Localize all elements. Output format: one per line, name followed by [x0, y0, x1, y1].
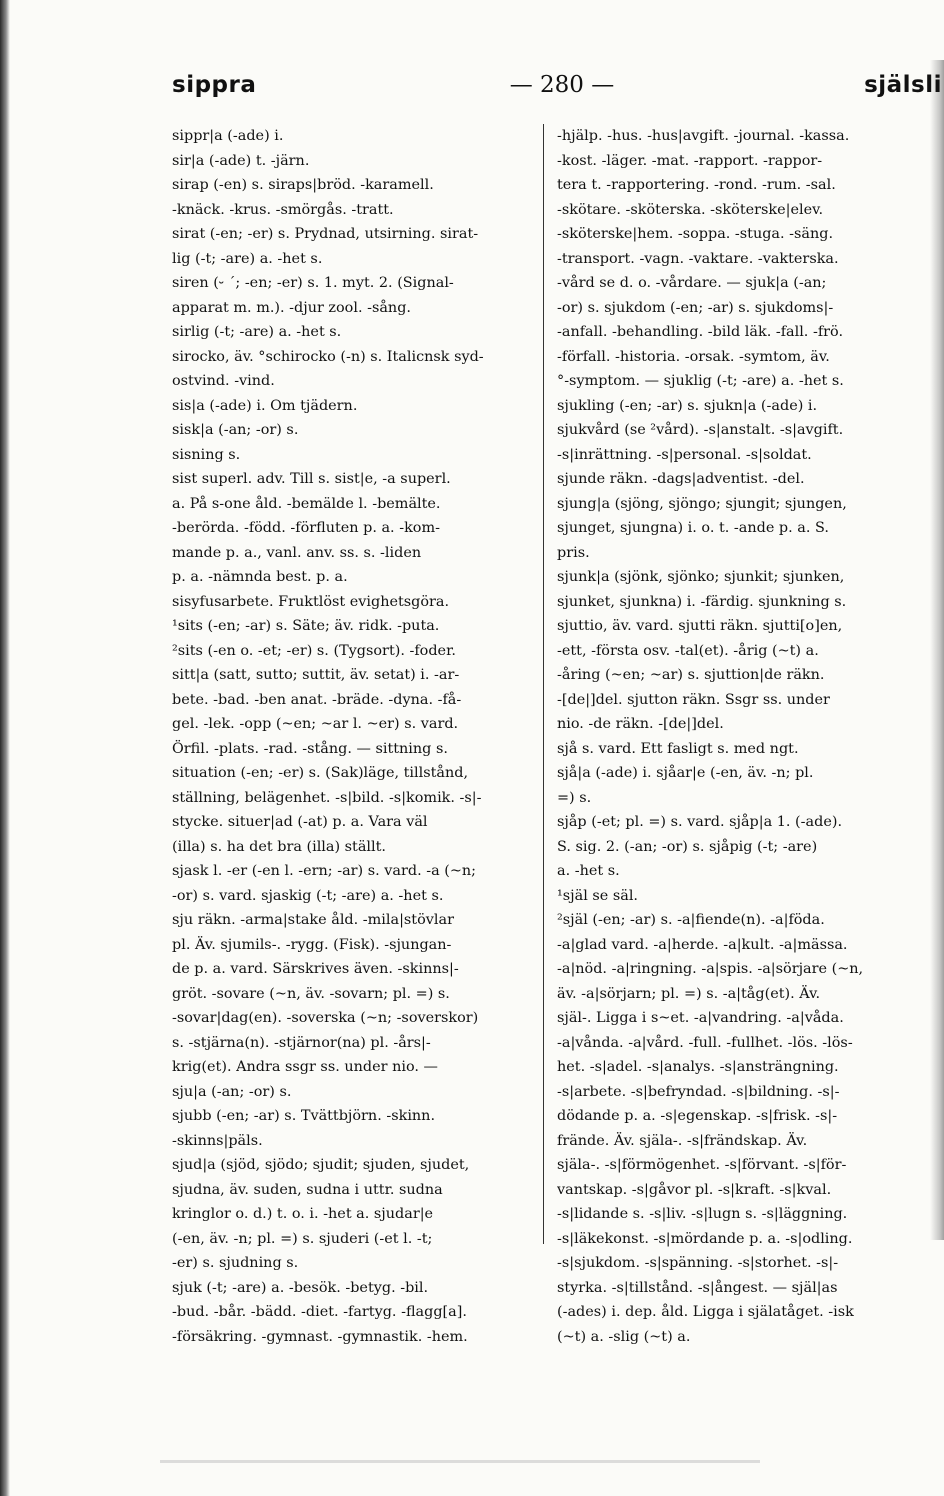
- dictionary-line: -a|glad vard. -a|herde. -a|kult. -a|mässa.: [557, 936, 848, 953]
- dictionary-line: siren (⏑ ´; -en; -er) s. 1. myt. 2. (Signal-: [172, 275, 454, 291]
- dictionary-line: sjunget, sjungna) i. o. t. -ande p. a. S.: [557, 520, 829, 536]
- dictionary-line: ¹sits (-en; -ar) s. Säte; äv. ridk. -puta.: [172, 618, 440, 634]
- dictionary-line: -knäck. -krus. -smörgås. -tratt.: [172, 201, 394, 218]
- dictionary-line: -er) s. sjudning s.: [172, 1255, 299, 1271]
- dictionary-line: sjunk|a (sjönk, sjönko; sjunkit; sjunken,: [557, 569, 845, 585]
- dictionary-line: =) s.: [557, 789, 592, 806]
- dictionary-line: ²själ (-en; -ar) s. -a|fiende(n). -a|föda.: [557, 912, 825, 928]
- page-edge-shadow: [930, 60, 944, 1240]
- dictionary-line: sju|a (-an; -or) s.: [172, 1083, 292, 1100]
- dictionary-line: sirap (-en) s. siraps|bröd. -karamell.: [172, 177, 434, 193]
- dictionary-line: vantskap. -s|gåvor pl. -s|kraft. -s|kval.: [557, 1181, 832, 1198]
- dictionary-line: lig (-t; -are) a. -het s.: [172, 250, 323, 267]
- page-number: — 280 —: [509, 72, 615, 98]
- dictionary-line: sjuttio, äv. vard. sjutti räkn. sjutti[o]en,: [557, 618, 843, 634]
- page-header: [172, 72, 942, 108]
- dictionary-line: sjukling (-en; -ar) s. sjukn|a (-ade) i.: [557, 397, 818, 414]
- running-head-left: sippra: [172, 72, 257, 98]
- dictionary-line: -förfall. -historia. -orsak. -symtom, äv.: [557, 348, 830, 365]
- dictionary-line: sisk|a (-an; -or) s.: [172, 422, 299, 438]
- dictionary-line: sjå s. vard. Ett fasligt s. med ngt.: [557, 740, 799, 757]
- dictionary-line: sju räkn. -arma|stake åld. -mila|stövlar: [172, 912, 454, 928]
- dictionary-line: -skinns|päls.: [172, 1132, 263, 1149]
- dictionary-line: -sköterske|hem. -soppa. -stuga. -säng.: [557, 226, 834, 242]
- dictionary-line: sitt|a (satt, sutto; suttit, äv. setat) i. -ar-: [172, 667, 460, 683]
- dictionary-line: sisyfusarbete. Fruktlöst evighetsgöra.: [172, 593, 450, 610]
- dictionary-line: sjuk (-t; -are) a. -besök. -betyg. -bil.: [172, 1279, 429, 1296]
- dictionary-line: krig(et). Andra ssgr ss. under nio. —: [172, 1059, 438, 1075]
- dictionary-line: -transport. -vagn. -vaktare. -vakterska.: [557, 250, 839, 267]
- dictionary-line: -s|lidande s. -s|liv. -s|lugn s. -s|läggning.: [557, 1206, 848, 1222]
- dictionary-line: -vård se d. o. -vårdare. — sjuk|a (-an;: [557, 275, 827, 291]
- dictionary-line: sjunde räkn. -dags|adventist. -del.: [557, 471, 805, 487]
- dictionary-line: sist superl. adv. Till s. sist|e, -a superl.: [172, 471, 451, 487]
- dictionary-line: själa-. -s|förmögenhet. -s|förvant. -s|för-: [557, 1157, 847, 1173]
- dictionary-line: apparat m. m.). -djur zool. -sång.: [172, 299, 411, 316]
- dictionary-line: situation (-en; -er) s. (Sak)läge, tillstånd,: [172, 765, 469, 781]
- dictionary-line: sjåp (-et; pl. =) s. vard. sjåp|a 1. (-ade).: [557, 814, 843, 830]
- dictionary-line: -ett, -första osv. -tal(et). -årig (~t) a.: [557, 642, 819, 659]
- dictionary-line: sirat (-en; -er) s. Prydnad, utsirning. sirat-: [172, 226, 479, 242]
- dictionary-line: -s|inrättning. -s|personal. -s|soldat.: [557, 446, 812, 463]
- dictionary-line: frände. Äv. själa-. -s|frändskap. Äv.: [557, 1132, 808, 1149]
- dictionary-line: sjask l. -er (-en l. -ern; -ar) s. vard. -a (~n;: [172, 863, 477, 879]
- dictionary-line: -berörda. -född. -förfluten p. a. -kom-: [172, 520, 440, 536]
- dictionary-line: ¹själ se säl.: [557, 887, 638, 904]
- dictionary-line: -a|vånda. -a|vård. -full. -fullhet. -lös. -lös-: [557, 1034, 853, 1051]
- dictionary-line: dödande p. a. -s|egenskap. -s|frisk. -s|-: [557, 1108, 838, 1124]
- dictionary-line: -bud. -bår. -bädd. -diet. -fartyg. -flagg[a].: [172, 1304, 467, 1320]
- dictionary-line: -hjälp. -hus. -hus|avgift. -journal. -kassa.: [557, 128, 850, 144]
- dictionary-line: sirocko, äv. °schirocko (-n) s. Italicnsk syd-: [172, 348, 484, 365]
- dictionary-line: °-symptom. — sjuklig (-t; -are) a. -het s.: [557, 373, 844, 389]
- dictionary-line: (-en, äv. -n; pl. =) s. sjuderi (-et l. -t;: [172, 1230, 433, 1247]
- dictionary-line: stycke. situer|ad (-at) p. a. Vara väl: [172, 814, 428, 830]
- dictionary-line: (-ades) i. dep. åld. Ligga i själatåget. -isk: [557, 1304, 854, 1320]
- book-spine-shadow: [0, 0, 10, 1496]
- dictionary-line: a. -het s.: [557, 863, 620, 879]
- dictionary-line: ställning, belägenhet. -s|bild. -s|komik. -s|-: [172, 789, 482, 806]
- right-column: [557, 124, 929, 1349]
- dictionary-line: -kost. -läger. -mat. -rapport. -rappor-: [557, 152, 823, 169]
- dictionary-line: sjunket, sjunkna) i. -färdig. sjunkning s.: [557, 593, 847, 610]
- running-head-right: själsli: [864, 72, 942, 98]
- dictionary-line: tera t. -rapportering. -rond. -rum. -sal.: [557, 177, 836, 193]
- dictionary-line: -s|arbete. -s|befryndad. -s|bildning. -s|-: [557, 1083, 840, 1100]
- dictionary-line: sjung|a (sjöng, sjöngo; sjungit; sjungen,: [557, 495, 847, 512]
- dictionary-line: -försäkring. -gymnast. -gymnastik. -hem.: [172, 1328, 468, 1345]
- dictionary-line: sisning s.: [172, 446, 241, 463]
- dictionary-line: sis|a (-ade) i. Om tjädern.: [172, 397, 358, 414]
- dictionary-line: kringlor o. d.) t. o. i. -het a. sjudar|e: [172, 1206, 434, 1222]
- dictionary-line: sjudna, äv. suden, sudna i uttr. sudna: [172, 1181, 443, 1198]
- dictionary-line: äv. -a|sörjarn; pl. =) s. -a|tåg(et). Äv.: [557, 985, 821, 1002]
- dictionary-line: -s|läkekonst. -s|mördande p. a. -s|odling.: [557, 1230, 853, 1247]
- dictionary-line: (illa) s. ha det bra (illa) ställt.: [172, 838, 386, 855]
- dictionary-line: sjukvård (se ²vård). -s|anstalt. -s|avgift.: [557, 422, 844, 438]
- dictionary-line: s. -stjärna(n). -stjärnor(na) pl. -års|-: [172, 1034, 431, 1051]
- dictionary-line: sir|a (-ade) t. -järn.: [172, 152, 310, 169]
- dictionary-line: ²sits (-en o. -et; -er) s. (Tygsort). -foder.: [172, 642, 456, 659]
- dictionary-line: -skötare. -sköterska. -sköterske|elev.: [557, 201, 824, 218]
- dictionary-line: p. a. -nämnda best. p. a.: [172, 569, 348, 585]
- dictionary-line: pl. Äv. sjumils-. -rygg. (Fisk). -sjungan-: [172, 936, 452, 953]
- dictionary-line: själ-. Ligga i s~et. -a|vandring. -a|våda.: [557, 1010, 844, 1026]
- scan-artifact: [160, 1460, 760, 1463]
- dictionary-line: -or) s. vard. sjaskig (-t; -are) a. -het s.: [172, 887, 444, 904]
- dictionary-line: (~t) a. -slig (~t) a.: [557, 1328, 691, 1345]
- dictionary-line: de p. a. vard. Särskrives även. -skinns|-: [172, 961, 459, 977]
- dictionary-line: sippr|a (-ade) i.: [172, 128, 284, 144]
- dictionary-line: sjubb (-en; -ar) s. Tvättbjörn. -skinn.: [172, 1108, 436, 1124]
- dictionary-line: styrka. -s|tillstånd. -s|ångest. — själ|as: [557, 1279, 838, 1296]
- dictionary-line: nio. -de räkn. -[de|]del.: [557, 716, 724, 732]
- dictionary-line: S. sig. 2. (-an; -or) s. sjåpig (-t; -are): [557, 838, 818, 855]
- dictionary-line: -åring (~en; ~ar) s. sjuttion|de räkn.: [557, 667, 825, 683]
- dictionary-line: mande p. a., vanl. anv. ss. s. -liden: [172, 544, 422, 561]
- dictionary-line: ostvind. -vind.: [172, 373, 275, 389]
- dictionary-line: Örfil. -plats. -rad. -stång. — sittning s.: [172, 740, 448, 757]
- dictionary-line: -sovar|dag(en). -soverska (~n; -soverskor): [172, 1010, 479, 1026]
- dictionary-line: -or) s. sjukdom (-en; -ar) s. sjukdoms|-: [557, 299, 834, 316]
- dictionary-line: pris.: [557, 544, 590, 561]
- dictionary-line: sjud|a (sjöd, sjödo; sjudit; sjuden, sjudet,: [172, 1157, 470, 1173]
- dictionary-line: -anfall. -behandling. -bild läk. -fall. -frö.: [557, 324, 844, 340]
- dictionary-line: gel. -lek. -opp (~en; ~ar l. ~er) s. vard.: [172, 716, 459, 732]
- dictionary-line: sjå|a (-ade) i. sjåar|e (-en, äv. -n; pl.: [557, 765, 814, 781]
- dictionary-line: -[de|]del. sjutton räkn. Ssgr ss. under: [557, 691, 830, 708]
- column-divider: [543, 124, 544, 1244]
- dictionary-line: bete. -bad. -ben anat. -bräde. -dyna. -få-: [172, 691, 462, 708]
- dictionary-line: -s|sjukdom. -s|spänning. -s|storhet. -s|-: [557, 1255, 839, 1271]
- dictionary-line: gröt. -sovare (~n, äv. -sovarn; pl. =) s.: [172, 985, 450, 1002]
- dictionary-line: het. -s|adel. -s|analys. -s|ansträngning.: [557, 1059, 839, 1075]
- dictionary-line: a. På s-one åld. -bemälde l. -bemälte.: [172, 495, 441, 512]
- dictionary-line: sirlig (-t; -are) a. -het s.: [172, 324, 342, 340]
- left-column: [172, 124, 534, 1349]
- dictionary-line: -a|nöd. -a|ringning. -a|spis. -a|sörjare (~n,: [557, 961, 864, 977]
